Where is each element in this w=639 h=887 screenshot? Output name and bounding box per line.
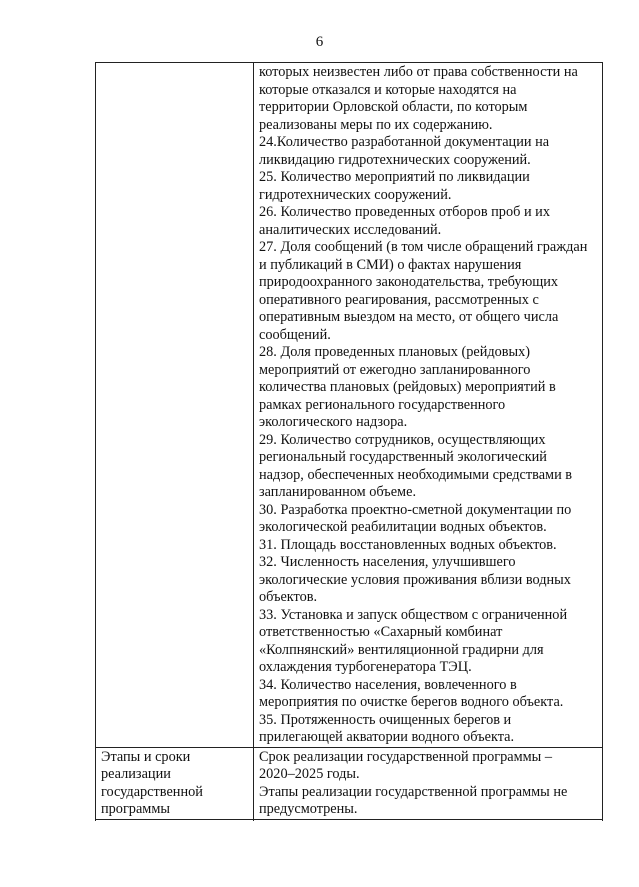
text-line: Этапы и сроки [101, 748, 191, 765]
text-line: экологические условия проживания вблизи водных [259, 571, 571, 588]
row-content-cell [254, 747, 603, 819]
text-line: Этапы реализации государственной программы не [259, 783, 568, 800]
text-line: которых неизвестен либо от права собственности на [259, 64, 578, 80]
text-line: оперативного реагирования, рассмотренных с [259, 291, 539, 308]
page-bottom-margin [0, 821, 639, 887]
text-line: региональный государственный экологический [259, 449, 547, 465]
text-line: 31. Площадь восстановленных водных объектов. [259, 536, 557, 553]
text-line: 26. Количество проведенных отборов проб и их [259, 204, 550, 220]
text-line: 25. Количество мероприятий по ликвидации [259, 169, 530, 185]
text-line: 2020–2025 годы. [259, 766, 360, 782]
text-line: ответственностью «Сахарный комбинат [259, 624, 503, 640]
text-line: 24.Количество разработанной документации на [259, 134, 550, 150]
text-line: мероприятия по очистке берегов водного объекта. [259, 694, 564, 710]
text-line: 35. Протяженность очищенных берегов и [259, 711, 512, 728]
row-content-cell [254, 63, 603, 748]
text-line: прилегающей акватории водного объекта. [259, 729, 515, 745]
text-line: природоохранного законодательства, требующих [259, 274, 559, 290]
text-line: Срок реализации государственной программы – [259, 748, 552, 765]
text-line: 29. Количество сотрудников, осуществляющих [259, 431, 546, 448]
text-line: аналитических исследований. [259, 221, 442, 238]
text-line: объектов. [259, 589, 318, 605]
text-line: 33. Установка и запуск обществом с ограниченной [259, 606, 568, 623]
text-line: охлаждения турбогенератора ТЭЦ. [259, 659, 472, 675]
program-passport-table [95, 62, 603, 857]
text-line: рамках регионального государственного [259, 396, 506, 413]
text-line: государственной [101, 783, 203, 800]
text-line: 34. Количество населения, вовлеченного в [259, 676, 517, 693]
page-number: 6 [315, 34, 324, 50]
row-label-cell [96, 63, 254, 748]
text-line: 27. Доля сообщений (в том числе обращений граждан [259, 239, 588, 255]
text-line: и публикаций в СМИ) о фактах нарушения [259, 256, 522, 273]
text-line: оперативным выездом на место, от общего числа [259, 309, 559, 325]
text-line: «Колпнянский» вентиляционной градирни для [259, 641, 544, 658]
text-line: предусмотрены. [259, 801, 358, 817]
text-line: реализованы меры по их содержанию. [259, 116, 493, 133]
table-row [96, 747, 603, 819]
text-line: которые отказался и которые находятся на [259, 81, 517, 98]
text-line: количества плановых (рейдовых) мероприятий в [259, 379, 556, 395]
text-line: надзор, обеспеченных необходимыми средствами в [259, 466, 573, 483]
text-line: сообщений. [259, 326, 331, 343]
row-label-cell [96, 747, 254, 819]
text-line: реализации [101, 766, 171, 782]
table-row [96, 63, 603, 748]
text-line: экологической реабилитации водных объектов. [259, 519, 547, 535]
text-line: экологического надзора. [259, 414, 408, 430]
text-line: гидротехнических сооружений. [259, 186, 452, 203]
text-line: запланированном объеме. [259, 484, 417, 500]
text-line: 30. Разработка проектно-сметной документации по [259, 501, 572, 518]
text-line: программы [101, 801, 171, 817]
text-line: 28. Доля проведенных плановых (рейдовых) [259, 344, 531, 360]
text-line: мероприятий от ежегодно запланированного [259, 361, 531, 378]
text-line: ликвидацию гидротехнических сооружений. [259, 151, 531, 168]
text-line: 32. Численность населения, улучшившего [259, 554, 516, 570]
text-line: территории Орловской области, по которым [259, 99, 528, 115]
